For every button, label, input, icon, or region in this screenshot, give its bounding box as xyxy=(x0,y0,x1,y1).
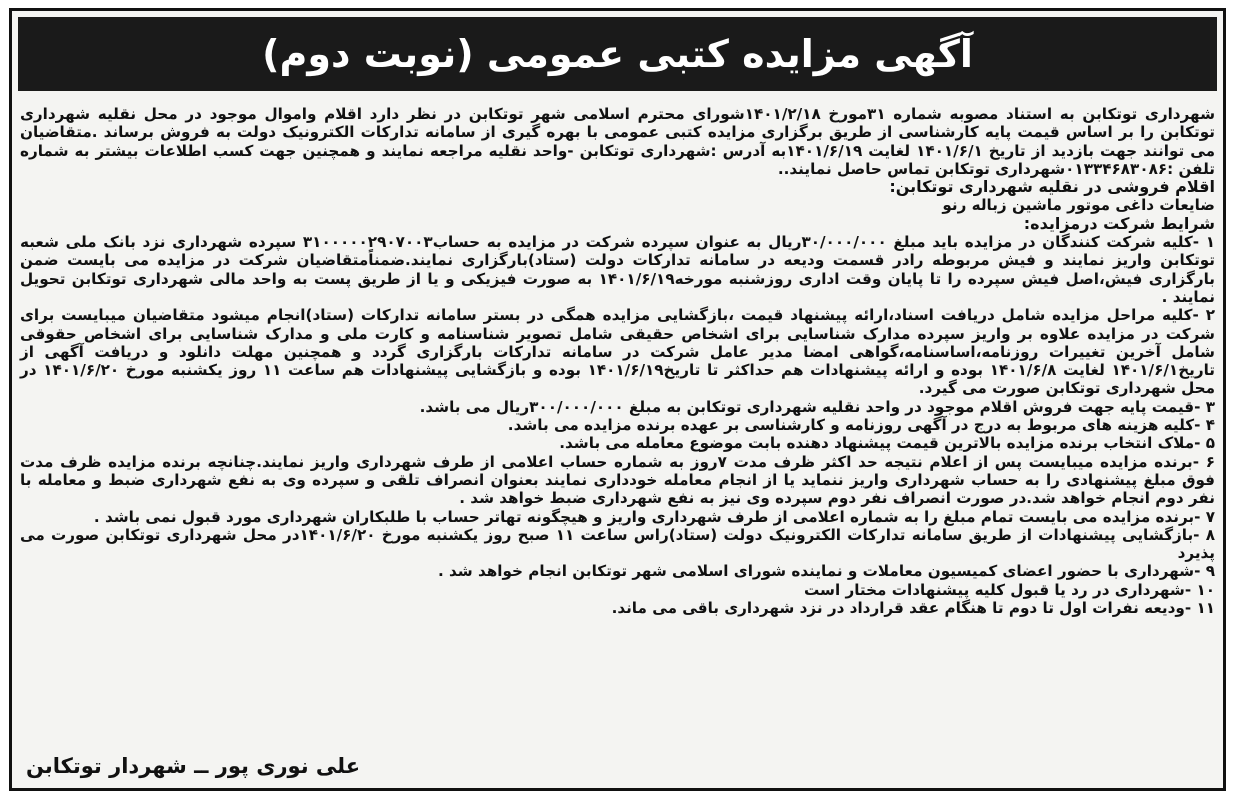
condition-item: ۲ -کلیه مراحل مزایده شامل دریافت اسناد،ارائه پیشنهاد قیمت ،بازگشایی مزایده همگی در بستر سامانه تدارکات (ستاد)انجام میشود متقاضیان میبایست برای شرکت در مزایده علاوه بر واریز سپرده مدارک شناسایی برای اشخاص حقیقی شامل تصویر شناسنامه و کارت ملی و مدارک شناسایی برای اشخاص حقوقی شامل آخرین تغییرات روزنامه،اساسنامه،گواهی امضا مدیر عامل شرکت در سامانه تدارکات بارگزاری گردد و همچنین مهلت دانلود و دریافت آگهی از تاریخ۱۴۰۱/۶/۱ لغایت ۱۴۰۱/۶/۸ بوده و ارائه پیشنهادات هم حداکثر تا تاریخ۱۴۰۱/۶/۱۹ بوده و بازگشایی پیشنهادات هم ساعت ۱۱ روز یکشنبه مورخ ۱۴۰۱/۶/۲۰ در محل شهرداری توتکابن صورت می گیرد. xyxy=(20,306,1215,398)
condition-item: ۳ -قیمت پایه جهت فروش اقلام موجود در واحد نقلیه شهرداری توتکابن به مبلغ ۳۰۰/۰۰۰/۰۰۰ریال می باشد. xyxy=(419,397,1215,416)
advertisement-frame xyxy=(9,8,1226,791)
condition-item: ۴ -کلیه هزینه های مربوط به درج در آگهی روزنامه و کارشناسی بر عهده برنده مزایده می باشد. xyxy=(507,416,1215,435)
ad-body xyxy=(20,105,1215,617)
condition-item: ۹ -شهرداری با حضور اعضای کمیسیون معاملات و نماینده شورای اسلامی شهر توتکابن انجام خواهد شد . xyxy=(437,562,1215,581)
condition-item: ۱۰ -شهرداری در رد یا قبول کلیه پیشنهادات مختار است xyxy=(803,580,1215,599)
condition-item: ۱۱ -ودیعه نفرات اول تا دوم تا هنگام عقد قرارداد در نزد شهرداری باقی می ماند. xyxy=(611,599,1215,618)
condition-item: ۵ -ملاک انتخاب برنده مزایده بالاترین قیمت پیشنهاد دهنده بابت موضوع معامله می باشد. xyxy=(559,434,1215,453)
condition-item: ۱ -کلیه شرکت کنندگان در مزایده باید مبلغ ۳۰/۰۰۰/۰۰۰ریال به عنوان سپرده شرکت در مزایده به حساب۳۱۰۰۰۰۰۲۹۰۷۰۰۳ سپرده شهرداری نزد بانک ملی شعبه توتکابن واریز نمایند و فیش مربوطه رادر قسمت ودیعه در سامانه تدارکات دولت (ستاد)بارگزاری نمایند.ضمناًمتقاضیان شرکت در مزایده می بایست ضمن بارگزاری فیش،اصل فیش سپرده را تا پایان وقت اداری روزشنبه مورخه۱۴۰۱/۶/۱۹ به صورت فیزیکی و یا از طریق پست به واحد مالی شهرداری توتکابن تحویل نمایند . xyxy=(20,233,1216,306)
ad-title: آگهی مزایده کتبی عمومی (نوبت دوم) xyxy=(18,17,1217,91)
condition-item: ۶ -برنده مزایده میبایست پس از اعلام نتیجه حد اکثر ظرف مدت ۷روز به شماره حساب اعلامی از طرف شهرداری واریز نمایند.چنانچه برنده مزایده ظرف مدت فوق مبلغ پیشنهادی را به حساب شهرداری واریز ننماید یا از انجام معامله خودداری نمایند بعنوان انصراف تلقی و سپرده وی به نفع شهرداری ضبط و معامله با نفر دوم انجام خواهد شد.در صورت انصراف نفر دوم سپرده وی نیز به نفع شهرداری ضبط خواهد شد . xyxy=(20,452,1215,508)
condition-item: ۸ -بازگشایی پیشنهادات از طریق سامانه تدارکات الکترونیک دولت (ستاد)راس ساعت ۱۱ صبح روز یکشنبه مورخ ۱۴۰۱/۶/۲۰در محل شهرداری توتکابن صورت می پذیرد xyxy=(20,525,1215,563)
intro-paragraph: شهرداری توتکابن به استناد مصوبه شماره ۳۱مورخ ۱۴۰۱/۲/۱۸شورای محترم اسلامی شهر توتکابن در نظر دارد اقلام واموال موجود در محل نقلیه شهرداری توتکابن را بر اساس قیمت پایه کارشناسی از طریق برگزاری مزایده کتبی عمومی با بهره گیری از سامانه تدارکات الکترونیک دولت به فروش برساند .متقاضیان می توانند جهت بازدید از تاریخ ۱۴۰۱/۶/۱ لغایت ۱۴۰۱/۶/۱۹به آدرس :شهرداری توتکابن -واحد نقلیه مراجعه نمایند و همچنین جهت کسب اطلاعات بیشتر به شماره تلفن :۰۱۳۳۴۶۸۳۰۸۶شهرداری توتکابن تماس حاصل نمایند.. xyxy=(20,105,1216,178)
items-heading: اقلام فروشی در نقلیه شهرداری توتکابن: xyxy=(889,177,1215,197)
items-text: ضایعات داغی موتور ماشین زباله رنو xyxy=(942,196,1215,215)
conditions-heading: شرایط شرکت درمزایده: xyxy=(1023,213,1215,233)
signature: علی نوری پور ــ شهردار توتکابن xyxy=(26,754,361,778)
condition-item: ۷ -برنده مزایده می بایست تمام مبلغ را به شماره اعلامی از طرف شهرداری واریز و هیچگونه تهاتر حساب با طلبکاران شهرداری مورد قبول نمی باشد . xyxy=(93,507,1215,526)
